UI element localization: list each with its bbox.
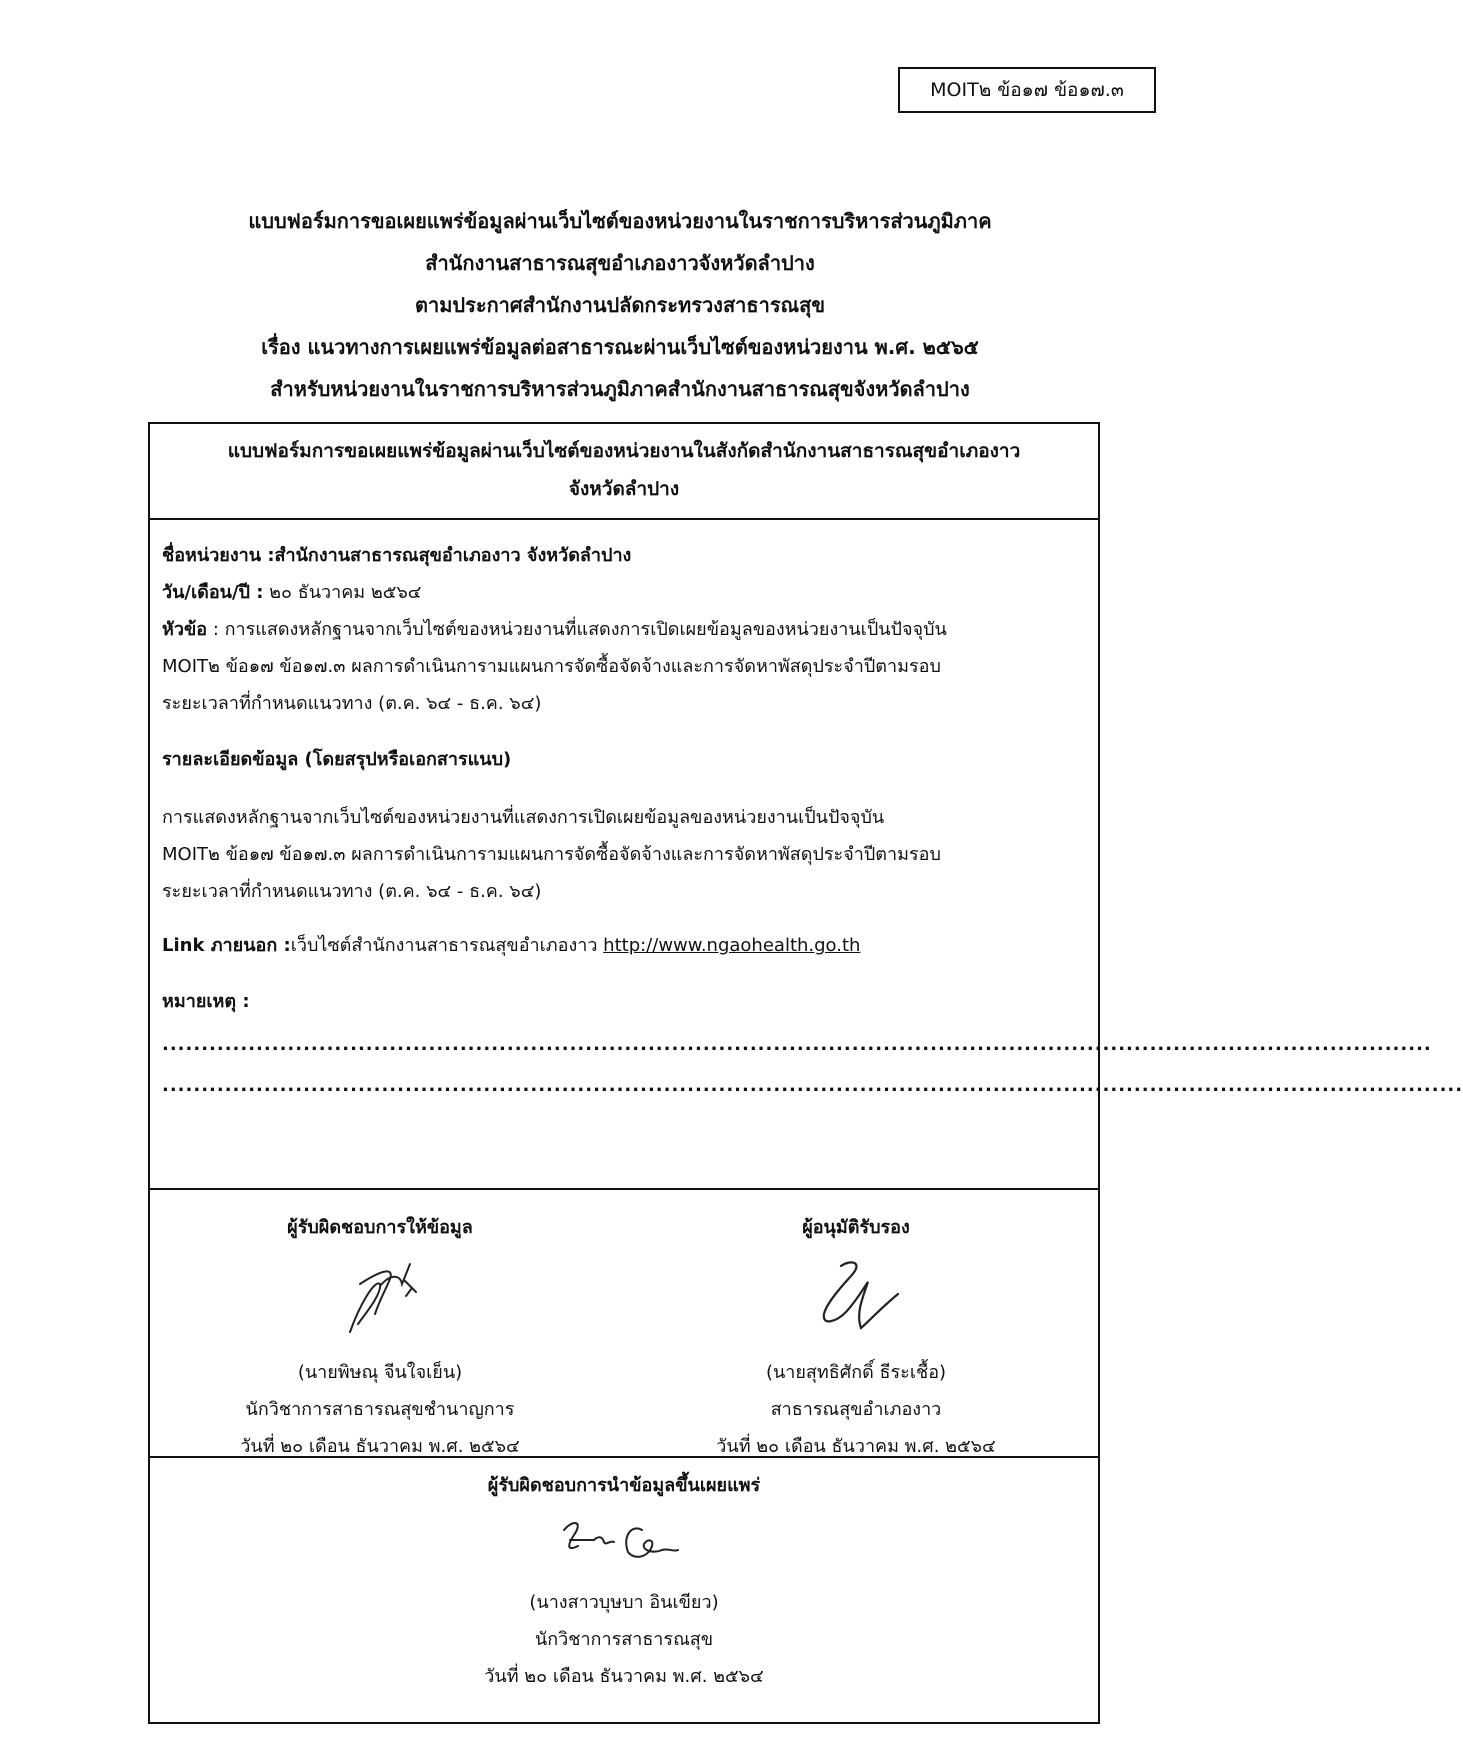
approval-section [150, 1190, 1098, 1458]
request-form [148, 422, 1463, 1724]
topic-line-2: MOIT๒ ข้อ๑๗ ข้อ๑๗.๓ ผลการดำเนินการามแผนการจัดซื้อจัดจ้างและการจัดหาพัสดุประจำปีตามรอบ [162, 656, 941, 677]
agency-value: สำนักงานสาธารณสุขอำเภองาว จังหวัดลำปาง [274, 545, 632, 566]
responsible-date: วันที่ ๒๐ เดือน ธันวาคม พ.ศ. ๒๕๖๔ [240, 1436, 520, 1457]
header-line-3: ตามประกาศสำนักงานปลัดกระทรวงสาธารณสุข [414, 293, 825, 317]
detail-line-3: ระยะเวลาที่กำหนดแนวทาง (ต.ค. ๖๔ - ธ.ค. ๖๔) [162, 881, 542, 902]
topic-line-1 [162, 614, 1086, 643]
external-link-line [162, 930, 1086, 959]
reference-code-box [898, 67, 1156, 113]
form-title [150, 424, 1098, 520]
external-link-text: เว็บไซต์สำนักงานสาธารณสุขอำเภองาว [290, 935, 604, 956]
publisher-heading: ผู้รับผิดชอบการนำข้อมูลขึ้นเผยแพร่ [487, 1475, 761, 1496]
note-label: หมายเหตุ : [162, 991, 250, 1012]
signature-image [796, 1244, 916, 1344]
header-line-2: สำนักงานสาธารณสุขอำเภองาวจังหวัดลำปาง [425, 251, 815, 275]
topic-line-3: ระยะเวลาที่กำหนดแนวทาง (ต.ค. ๖๔ - ธ.ค. ๖๔) [162, 693, 542, 714]
detail-heading: รายละเอียดข้อมูล (โดยสรุปหรือเอกสารแนบ) [162, 749, 512, 770]
publisher-signature [150, 1500, 1098, 1584]
note-dotted-line-1: .................................................................................................................................................................. [162, 1034, 1432, 1055]
responsible-column [150, 1190, 610, 1465]
topic-label: หัวข้อ [162, 619, 208, 640]
approver-date: วันที่ ๒๐ เดือน ธันวาคม พ.ศ. ๒๕๖๔ [716, 1436, 996, 1457]
agency-label: ชื่อหน่วยงาน : [162, 545, 275, 566]
approver-signature [626, 1244, 1086, 1354]
reference-code: MOIT๒ ข้อ๑๗ ข้อ๑๗.๓ [930, 79, 1124, 101]
publisher-date: วันที่ ๒๐ เดือน ธันวาคม พ.ศ. ๒๕๖๔ [484, 1666, 764, 1687]
responsible-heading: ผู้รับผิดชอบการให้ข้อมูล [287, 1217, 473, 1238]
document-header [120, 200, 1120, 410]
agency-line [162, 540, 1086, 569]
signature-image [320, 1244, 440, 1344]
responsible-position: นักวิชาการสาธารณสุขชำนาญการ [245, 1399, 515, 1420]
website-link[interactable]: http://www.ngaohealth.go.th [603, 935, 861, 956]
form-title-line-2: จังหวัดลำปาง [568, 478, 680, 500]
responsible-name: (นายพิษณุ จีนใจเย็น) [297, 1362, 463, 1383]
approver-heading: ผู้อนุมัติรับรอง [802, 1217, 910, 1238]
form-title-line-1: แบบฟอร์มการขอเผยแพร่ข้อมูลผ่านเว็บไซต์ของหน่วยงานในสังกัดสำนักงานสาธารณสุขอำเภองาว [227, 440, 1021, 462]
approver-position: สาธารณสุขอำเภองาว [770, 1399, 942, 1420]
header-line-4: เรื่อง แนวทางการเผยแพร่ข้อมูลต่อสาธารณะผ่านเว็บไซต์ของหน่วยงาน พ.ศ. ๒๕๖๕ [261, 335, 979, 359]
responsible-signature [150, 1244, 610, 1354]
publisher-position: นักวิชาการสาธารณสุข [534, 1629, 714, 1650]
date-value: ๒๐ ธันวาคม ๒๕๖๔ [263, 582, 422, 603]
approver-column [626, 1190, 1086, 1465]
topic-text-1: : การแสดงหลักฐานจากเว็บไซต์ของหน่วยงานที่แสดงการเปิดเผยข้อมูลของหน่วยงานเป็นปัจจุบัน [207, 619, 947, 640]
form-details [150, 520, 1463, 1190]
approver-name: (นายสุทธิศักดิ์ ธีระเชื้อ) [765, 1362, 947, 1383]
detail-line-1: การแสดงหลักฐานจากเว็บไซต์ของหน่วยงานที่แสดงการเปิดเผยข้อมูลของหน่วยงานเป็นปัจจุบัน [162, 807, 885, 828]
signature-image [544, 1500, 704, 1580]
date-line [162, 577, 1086, 606]
header-line-5: สำหรับหน่วยงานในราชการบริหารส่วนภูมิภาคสำนักงานสาธารณสุขจังหวัดลำปาง [270, 377, 970, 401]
publisher-name: (นางสาวบุษบา อินเขียว) [529, 1592, 719, 1613]
date-label: วัน/เดือน/ปี : [162, 582, 264, 603]
publisher-section [150, 1470, 1098, 1722]
external-link-label: Link ภายนอก : [162, 935, 291, 956]
note-dotted-line-2: ...................................................................................................................................................................... [162, 1075, 1463, 1096]
detail-line-2: MOIT๒ ข้อ๑๗ ข้อ๑๗.๓ ผลการดำเนินการามแผนการจัดซื้อจัดจ้างและการจัดหาพัสดุประจำปีตามรอบ [162, 844, 941, 865]
header-line-1: แบบฟอร์มการขอเผยแพร่ข้อมูลผ่านเว็บไซต์ของหน่วยงานในราชการบริหารส่วนภูมิภาค [248, 209, 992, 233]
